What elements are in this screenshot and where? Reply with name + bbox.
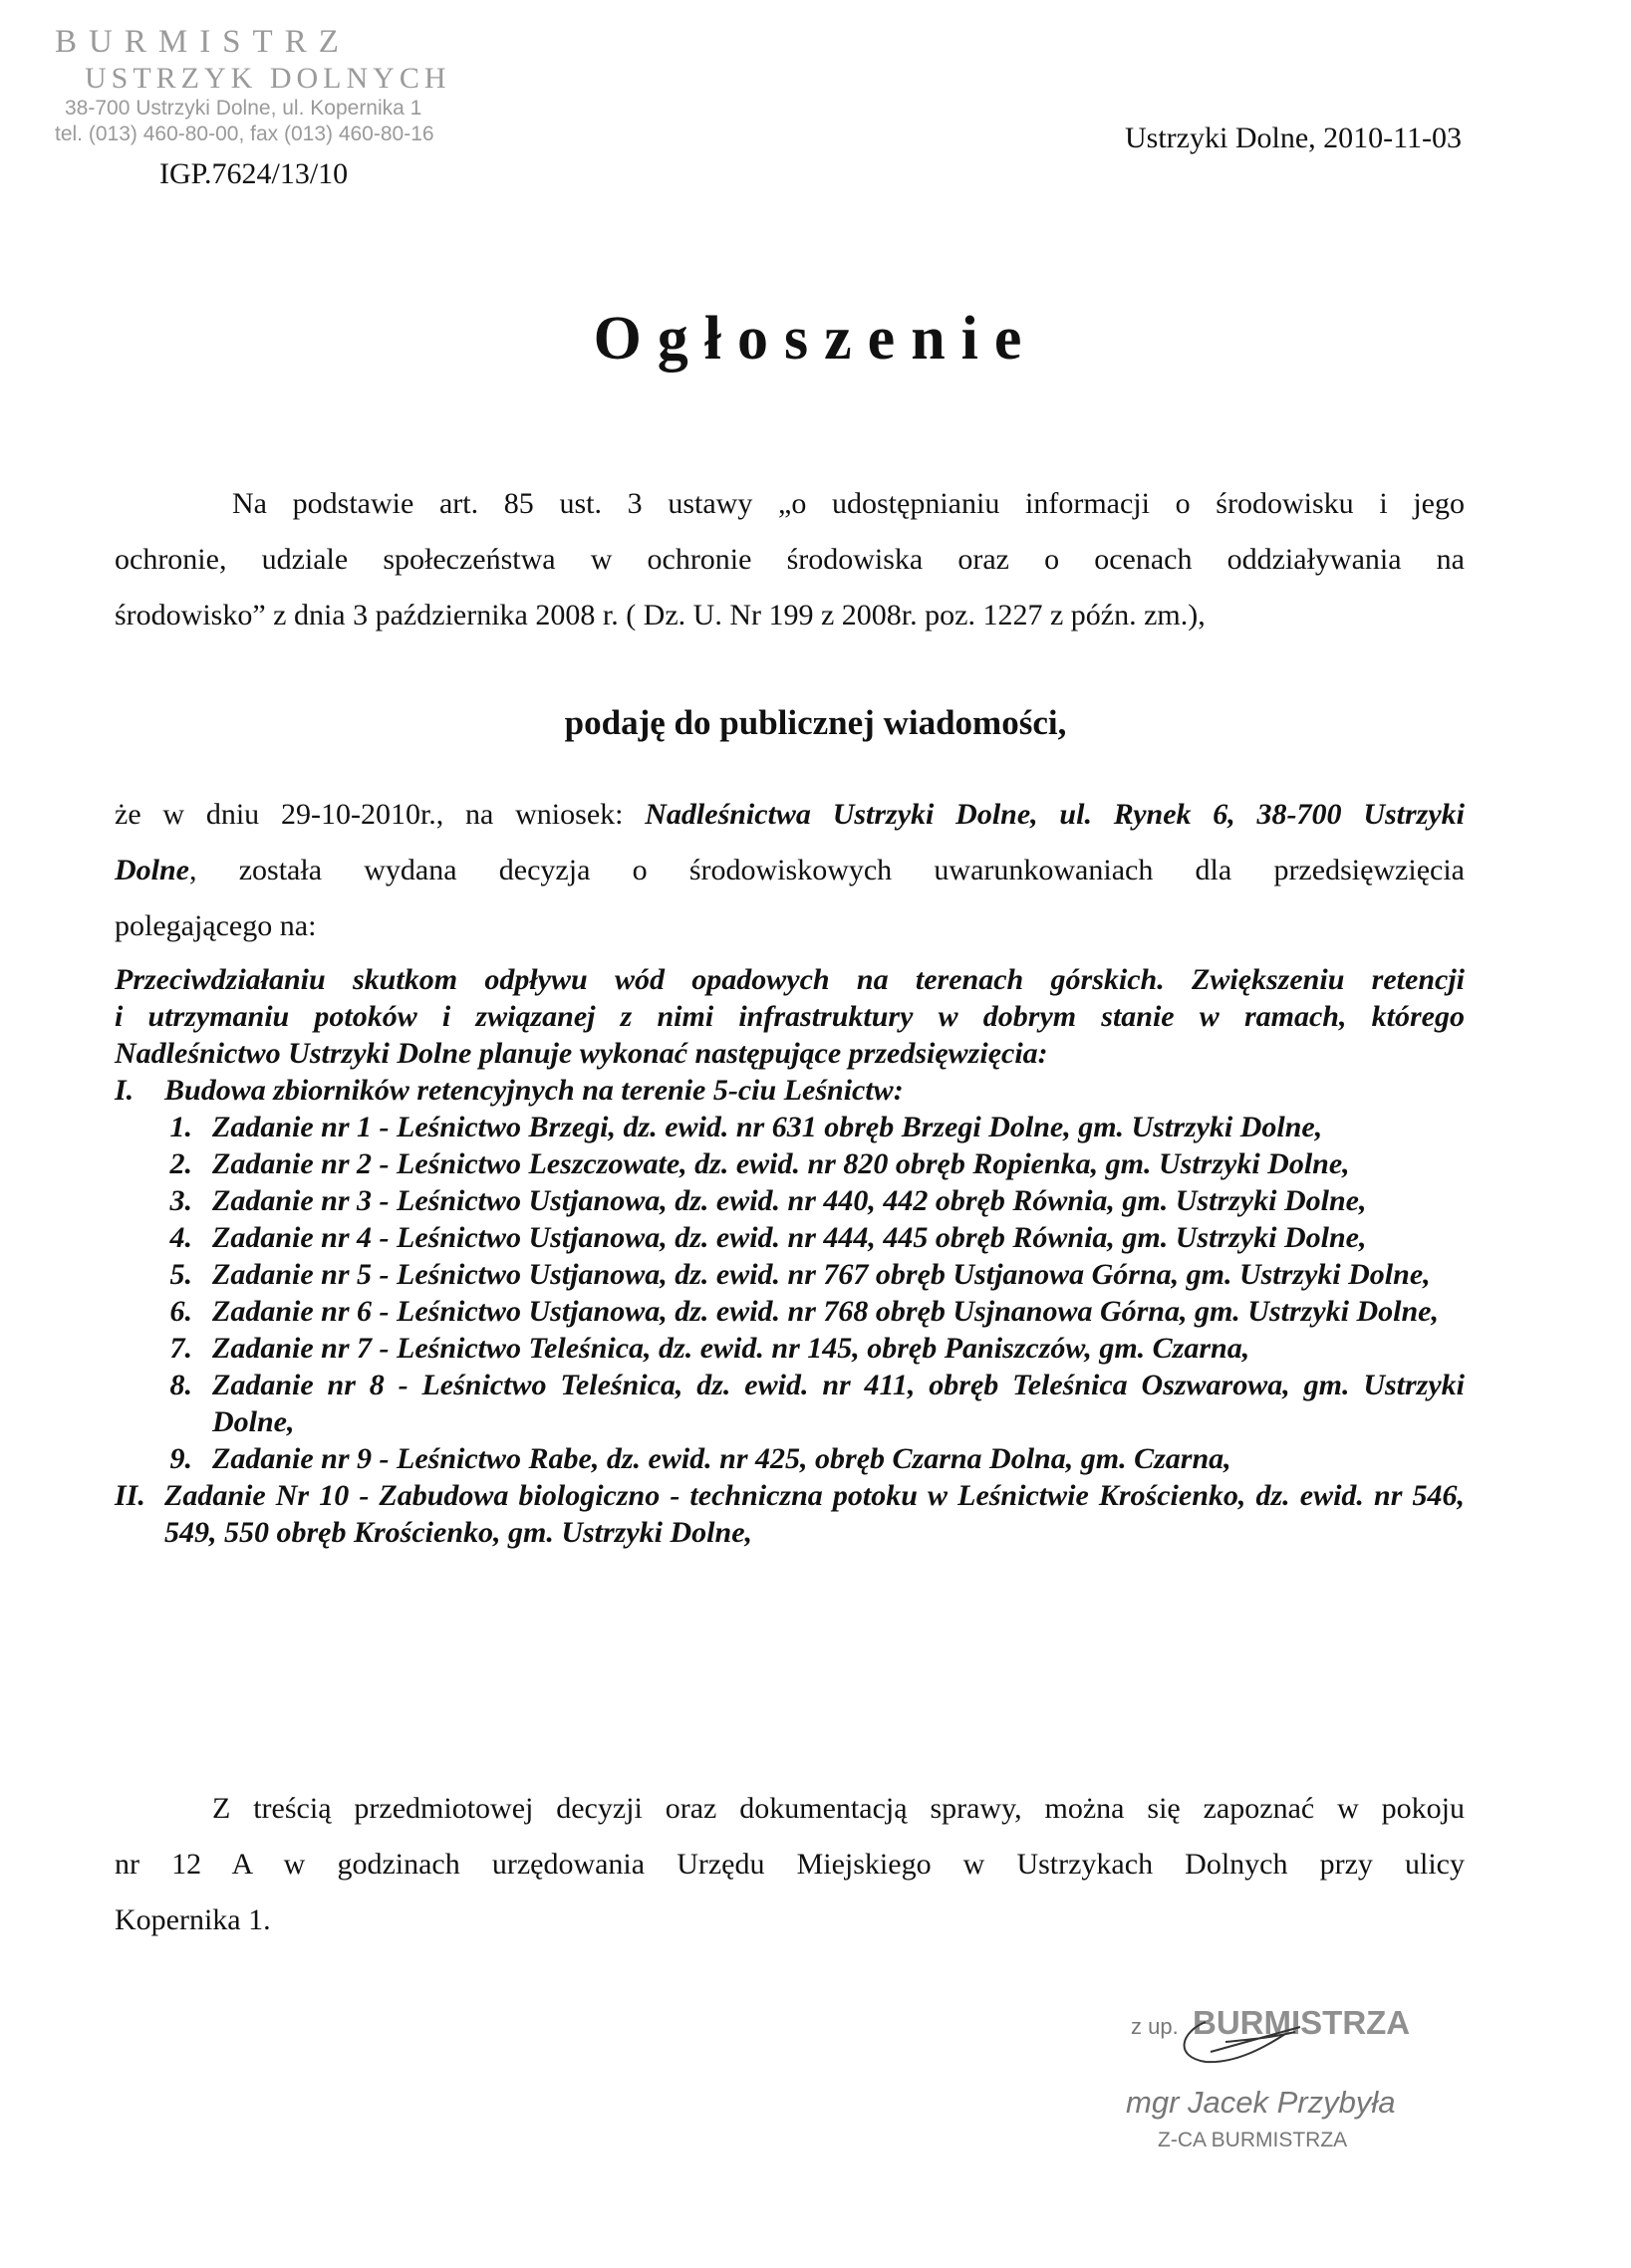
- task-text: Zadanie nr 4 - Leśnictwo Ustjanowa, dz. ewid. nr 444, 445 obręb Równia, gm. Ustrzyki Dolne,: [212, 1221, 1367, 1254]
- section-1-number: I.: [115, 1074, 135, 1107]
- task-number: 4.: [169, 1221, 192, 1254]
- task-text: Zadanie nr 5 - Leśnictwo Ustjanowa, dz. ewid. nr 767 obręb Ustjanowa Górna, gm. Ustrzyki Dolne,: [212, 1258, 1431, 1291]
- task-text: Zadanie nr 1 - Leśnictwo Brzegi, dz. ewid. nr 631 obręb Brzegi Dolne, gm. Ustrzyki Dolne,: [212, 1111, 1323, 1143]
- task-number: 8.: [169, 1369, 192, 1401]
- handwritten-signature: [1166, 2012, 1315, 2072]
- task-number: 7.: [169, 1332, 192, 1365]
- stamp-address: 38-700 Ustrzyki Dolne, ul. Kopernika 1: [65, 97, 422, 120]
- task-number: 6.: [169, 1295, 192, 1328]
- task-text: Zadanie nr 8 - Leśnictwo Teleśnica, dz. ewid. nr 411, obręb Teleśnica Oszwarowa, gm. Ustrzyki Dolne,: [212, 1369, 1465, 1438]
- project-description: [115, 961, 1465, 1551]
- task-number: 3.: [169, 1184, 192, 1217]
- task-item: [115, 1440, 1465, 1477]
- task-item: [115, 1145, 1465, 1182]
- stamp-phone: tel. (013) 460-80-00, fax (013) 460-80-16: [55, 123, 434, 145]
- signature-zup: z up.: [1131, 2014, 1179, 2039]
- stamp-line-1: BURMISTRZ: [55, 24, 351, 60]
- office-stamp: [55, 22, 451, 147]
- signature-stamp-title: BURMISTRZA: [1193, 2004, 1411, 2041]
- task-text: Zadanie nr 9 - Leśnictwo Rabe, dz. ewid. nr 425, obręb Czarna Dolna, gm. Czarna,: [212, 1442, 1231, 1475]
- place-date: Ustrzyki Dolne, 2010-11-03: [1125, 122, 1462, 154]
- signatory-name: mgr Jacek Przybyła: [1126, 2085, 1396, 2120]
- page-title: Ogłoszenie: [593, 305, 1038, 373]
- section-2: [115, 1477, 1465, 1551]
- applicant-name: Nadleśnictwa Ustrzyki Dolne, ul. Rynek 6, 38-700 Ustrzyki: [645, 798, 1465, 831]
- task-item: [115, 1293, 1465, 1330]
- decision-paragraph: [115, 787, 1465, 954]
- project-line-1: Przeciwdziałaniu skutkom odpływu wód opadowych na terenach górskich. Zwiększeniu retencji: [115, 963, 1465, 996]
- task-item: [115, 1182, 1465, 1219]
- decision-date-text: że w dniu 29-10-2010r., na wniosek:: [115, 798, 646, 831]
- applicant-name-end: Dolne: [115, 854, 189, 886]
- task-item: [115, 1256, 1465, 1293]
- task-text: Zadanie nr 3 - Leśnictwo Ustjanowa, dz. ewid. nr 440, 442 obręb Równia, gm. Ustrzyki Dolne,: [212, 1184, 1367, 1217]
- intro-line-1: Na podstawie art. 85 ust. 3 ustawy „o udostępnianiu informacji o środowisku i jego: [232, 487, 1465, 520]
- section-2-number: II.: [115, 1479, 145, 1512]
- decision-line-1: [115, 787, 1465, 843]
- announcement-subtitle: podaję do publicznej wiadomości,: [564, 703, 1067, 742]
- task-text: Zadanie nr 7 - Leśnictwo Teleśnica, dz. ewid. nr 145, obręb Paniszczów, gm. Czarna,: [212, 1332, 1250, 1365]
- project-line-3: Nadleśnictwo Ustrzyki Dolne planuje wykonać następujące przedsięwzięcia:: [115, 1037, 1048, 1070]
- decision-line-3: polegającego na:: [115, 909, 317, 942]
- task-list: [115, 1109, 1465, 1477]
- section-2-text: Zadanie Nr 10 - Zabudowa biologiczno - techniczna potoku w Leśnictwie Krościenko, dz. ewid. nr 546, 549, 550 obręb Krościenko, gm. Ustrzyki Dolne,: [164, 1479, 1465, 1549]
- signatory-role: Z-CA BURMISTRZA: [1158, 2129, 1348, 2151]
- decision-text: , została wydana decyzja o środowiskowych uwarunkowaniach dla przedsięwzięcia: [189, 854, 1465, 886]
- task-item: [115, 1330, 1465, 1367]
- task-number: 5.: [169, 1258, 192, 1291]
- project-line-2: i utrzymaniu potoków i związanej z nimi infrastruktury w dobrym stanie w ramach, którego: [115, 1000, 1465, 1033]
- task-item: [115, 1109, 1465, 1145]
- reference-number: IGP.7624/13/10: [159, 157, 349, 190]
- closing-line-2: nr 12 A w godzinach urzędowania Urzędu Miejskiego w Ustrzykach Dolnych przy ulicy: [115, 1848, 1465, 1881]
- task-number: 9.: [169, 1442, 192, 1475]
- stamp-line-2: USTRZYK DOLNYCH: [85, 62, 451, 95]
- task-text: Zadanie nr 6 - Leśnictwo Ustjanowa, dz. ewid. nr 768 obręb Usjnanowa Górna, gm. Ustrzyki Dolne,: [212, 1295, 1439, 1328]
- signature-block: [1126, 1992, 1455, 2191]
- closing-paragraph: [115, 1781, 1465, 1948]
- task-item: [115, 1219, 1465, 1256]
- task-number: 2.: [169, 1147, 192, 1180]
- task-text: Zadanie nr 2 - Leśnictwo Leszczowate, dz. ewid. nr 820 obręb Ropienka, gm. Ustrzyki Dolne,: [212, 1147, 1350, 1180]
- section-1: [115, 1072, 1465, 1109]
- task-number: 1.: [169, 1111, 192, 1143]
- section-1-title: Budowa zbiorników retencyjnych na terenie 5-ciu Leśnictw:: [164, 1074, 904, 1107]
- closing-line-1: Z treścią przedmiotowej decyzji oraz dokumentacją sprawy, można się zapoznać w pokoju: [212, 1792, 1465, 1825]
- intro-line-2: ochronie, udziale społeczeństwa w ochronie środowiska oraz o ocenach oddziaływania na: [115, 543, 1465, 576]
- decision-line-2: [115, 843, 1465, 898]
- intro-paragraph: [115, 476, 1465, 643]
- closing-line-3: Kopernika 1.: [115, 1903, 271, 1936]
- task-item: [115, 1367, 1465, 1440]
- intro-line-3: środowisko” z dnia 3 października 2008 r. ( Dz. U. Nr 199 z 2008r. poz. 1227 z późn. zm.),: [115, 599, 1206, 631]
